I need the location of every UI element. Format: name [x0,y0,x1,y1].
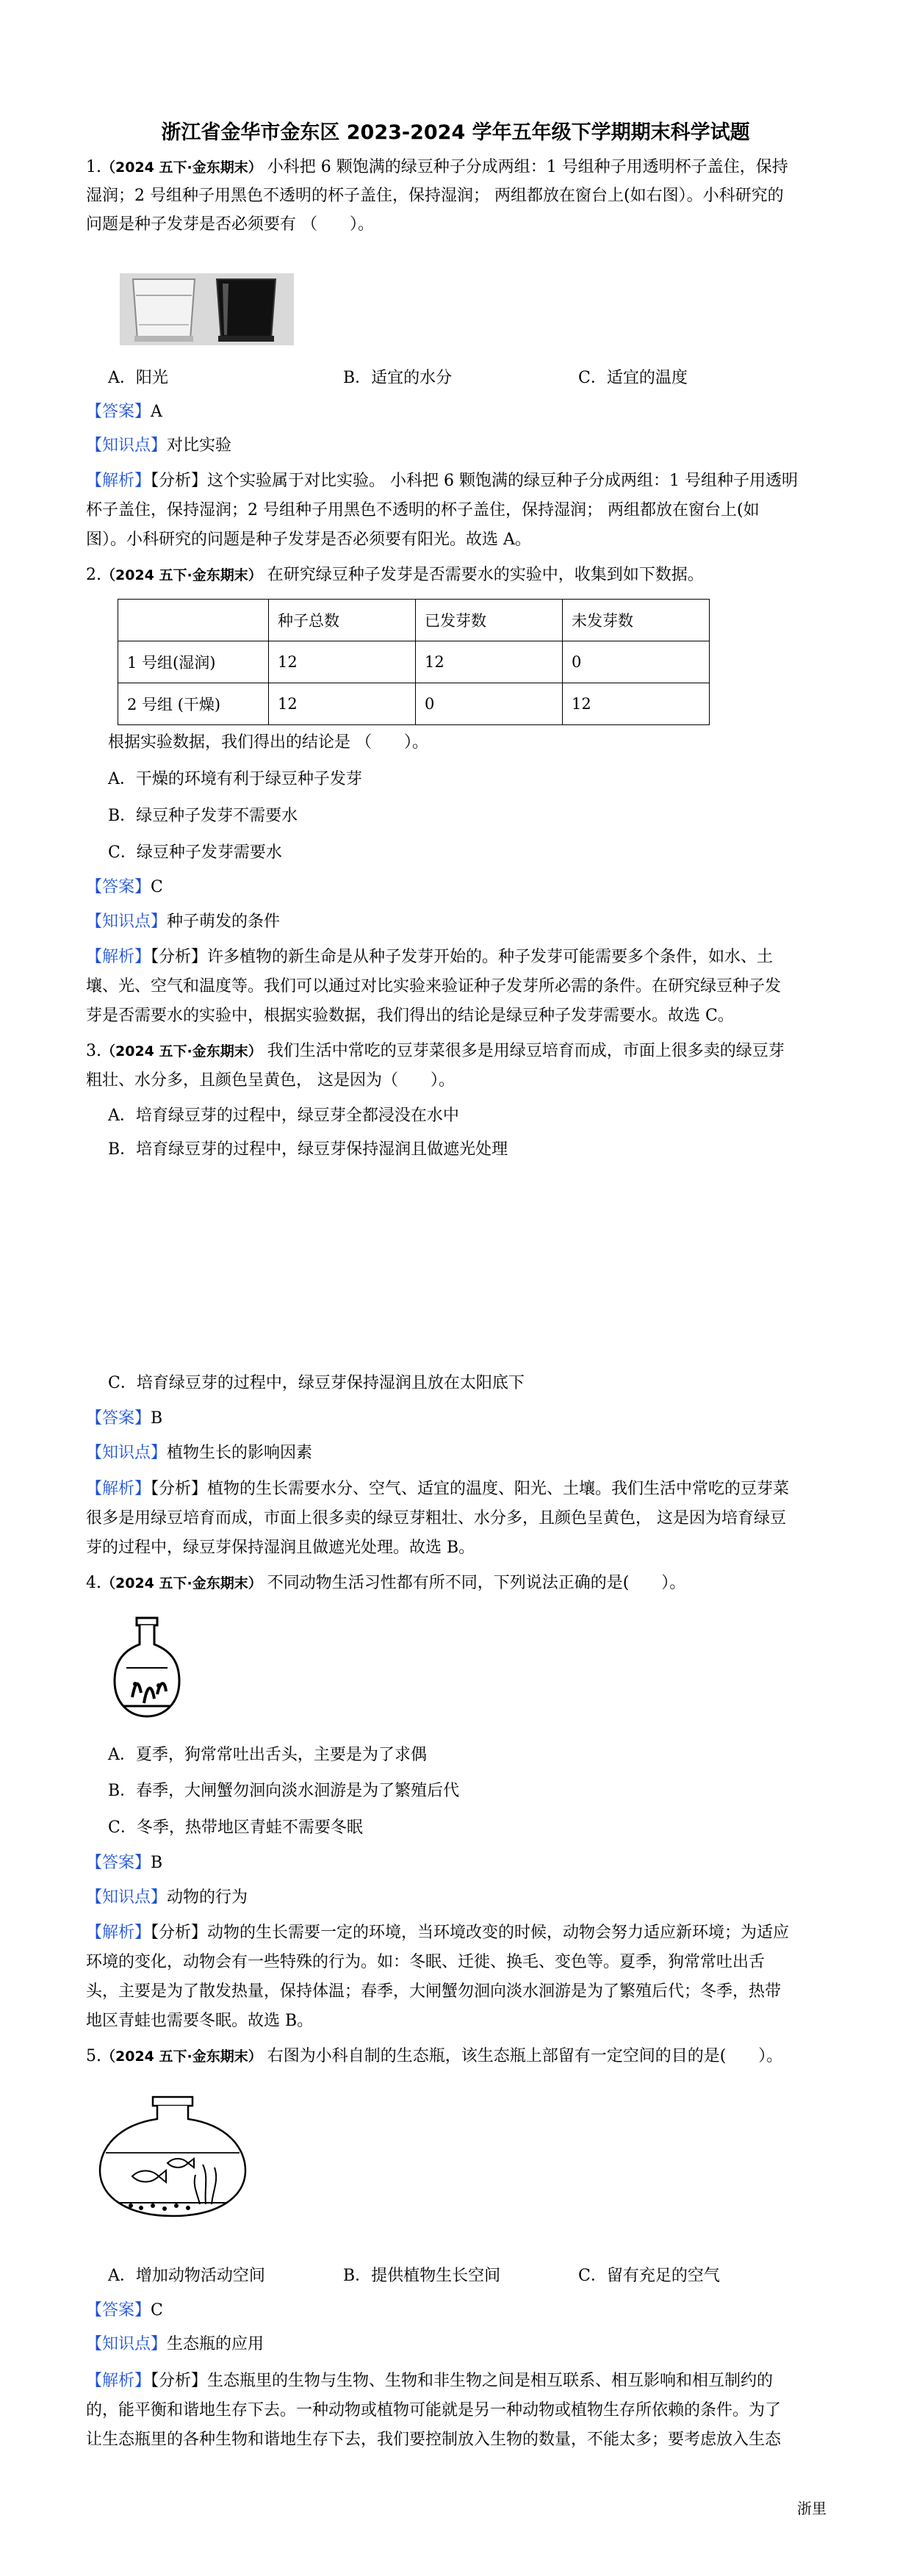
q4-analysis-line2: 环境的变化，动物会有一些特殊的行为。如：冬眠、迁徙、换毛、变色等。夏季，狗常常吐出舌 [86,1953,766,1971]
q3-analysis-line3: 芽的过程中，绿豆芽保持湿润且做遮光处理。故选 B。 [86,1539,475,1557]
q2-knowledge: 【知识点】种子萌发的条件 [86,913,281,931]
q3-stem-line2: 粗壮、水分多，且颜色呈黄色， 这是因为（ ）。 [86,1071,455,1090]
q1-knowledge: 【知识点】对比实验 [86,436,232,455]
question-number: 3. [86,1042,101,1060]
q3-knowledge: 【知识点】植物生长的影响因素 [86,1444,313,1462]
q4-analysis-line4: 地区青蛙也需要冬眠。故选 B。 [86,2012,314,2030]
q4-knowledge: 【知识点】动物的行为 [86,1888,248,1907]
question-source: （2024 五下·金东期末） [101,1575,262,1591]
option-a[interactable]: A．增加动物活动空间 [108,2267,265,2285]
q1-analysis-line1: 【解析】【分析】这个实验属于对比实验。 小科把 6 颗饱满的绿豆种子分成两组：1 号组种子用透明 [86,472,798,490]
q1-analysis-line3: 图）。小科研究的问题是种子发芽是否必须要有阳光。故选 A。 [86,530,531,549]
ecobottle-figure [96,2094,250,2219]
question-number: 4. [86,1574,101,1592]
option-a[interactable]: A．夏季，狗常常吐出舌头，主要是为了求偶 [108,1746,427,1764]
q3-stem-line1: 3.（2024 五下·金东期末） 我们生活中常吃的豆芽菜很多是用绿豆培育而成，市面上很多卖的绿豆芽 [86,1042,785,1060]
q5-knowledge: 【知识点】生态瓶的应用 [86,2335,264,2353]
q5-analysis-line1: 【解析】【分析】生态瓶里的生物与生物、生物和非生物之间是相互联系、相互影响和相互制约的 [86,2372,774,2390]
cups-figure [120,273,294,345]
q5-analysis-line3: 让生态瓶里的各种生物和谐地生存下去，我们要控制放入生物的数量，不能太多；要考虑放入生态 [86,2431,782,2449]
q1-options [108,367,828,389]
table-row: 2 号组 (干燥) 12 0 12 [118,683,710,725]
q2-stem-line2: 根据实验数据，我们得出的结论是 （ ）。 [108,733,428,752]
q5-stem-line1: 5.（2024 五下·金东期末） 右图为小科自制的生态瓶，该生态瓶上部留有一定空间的目的是( ）。 [86,2047,783,2065]
q4-analysis-line1: 【解析】【分析】动物的生长需要一定的环境，当环境改变的时候，动物会努力适应新环境；为适应 [86,1924,790,1942]
option-c[interactable]: C．适宜的温度 [578,369,688,387]
q1-stem-line3: 问题是种子发芽是否必须要有 （ ）。 [86,215,374,234]
q2-analysis-line2: 壤、光、空气和温度等。我们可以通过对比实验来验证种子发芽所必需的条件。在研究绿豆种子发 [86,977,782,996]
option-c[interactable]: C．留有充足的空气 [578,2267,720,2285]
option-b[interactable]: B．绿豆种子发芽不需要水 [108,807,298,825]
q5-options [108,2265,828,2287]
question-number: 1. [86,158,101,176]
q4-analysis-line3: 头，主要是为了散发热量，保持体温；春季，大闸蟹勿洄向淡水洄游是为了繁殖后代；冬季，热带 [86,1982,782,2001]
page-footer: 浙里 [797,2500,827,2517]
question-source: （2024 五下·金东期末） [101,567,262,583]
option-b[interactable]: B．提供植物生长空间 [343,2267,501,2285]
option-a[interactable]: A．培育绿豆芽的过程中，绿豆芽全都浸没在水中 [108,1107,459,1125]
option-c[interactable]: C．绿豆种子发芽需要水 [108,843,282,862]
option-b[interactable]: B．培育绿豆芽的过程中，绿豆芽保持湿润且做遮光处理 [108,1140,508,1159]
page-title: 浙江省金华市金东区 2023-2024 学年五年级下学期期末科学试题 [161,121,750,144]
q3-answer: 【答案】B [86,1409,163,1428]
option-c[interactable]: C．培育绿豆芽的过程中，绿豆芽保持湿润且放在太阳底下 [108,1374,525,1392]
table-row: 1 号组(湿润) 12 12 0 [118,641,710,683]
question-source: （2024 五下·金东期末） [101,159,262,176]
option-b[interactable]: B．春季，大闸蟹勿洄向淡水洄游是为了繁殖后代 [108,1782,460,1800]
q5-analysis-line2: 的，能平衡和谐地生存下去。一种动物或植物可能就是另一种动物或植物生存所依赖的条件。为了 [86,2401,782,2420]
q5-answer: 【答案】C [86,2301,163,2320]
q3-analysis-line2: 很多是用绿豆培育而成，市面上很多卖的绿豆芽粗壮、水分多，且颜色呈黄色， 这是因为培育绿豆 [86,1509,786,1528]
option-a[interactable]: A．阳光 [108,369,168,387]
question-source: （2024 五下·金东期末） [101,1043,262,1059]
q2-answer: 【答案】C [86,878,163,896]
option-b[interactable]: B．适宜的水分 [343,369,453,387]
q1-stem-line2: 湿润；2 号组种子用黑色不透明的杯子盖住，保持湿润； 两组都放在窗台上(如右图）。小科研究的 [86,187,784,205]
q3-analysis-line1: 【解析】【分析】植物的生长需要水分、空气、适宜的温度、阳光、土壤。我们生活中常吃的豆芽菜 [86,1480,790,1498]
question-number: 2. [86,566,101,584]
option-c[interactable]: C．冬季，热带地区青蛙不需要冬眠 [108,1818,363,1837]
question-source: （2024 五下·金东期末） [101,2048,262,2065]
q1-answer: 【答案】A [86,403,162,421]
q2-analysis-line1: 【解析】【分析】许多植物的新生命是从种子发芽开始的。种子发芽可能需要多个条件，如水、土 [86,948,774,966]
table-header-row: 种子总数 已发芽数 未发芽数 [118,600,710,641]
q1-analysis-line2: 杯子盖住，保持湿润；2 号组种子用黑色不透明的杯子盖住，保持湿润； 两组都放在窗台上(如 [86,501,760,519]
q1-stem-line1: 1.（2024 五下·金东期末） 小科把 6 颗饱满的绿豆种子分成两组：1 号组种子用透明杯子盖住，保持 [86,158,788,176]
q2-data-table [118,599,710,725]
option-a[interactable]: A．干燥的环境有利于绿豆种子发芽 [108,770,362,788]
q2-analysis-line3: 芽是否需要水的实验中，根据实验数据，我们得出的结论是绿豆种子发芽需要水。故选 C。 [86,1007,734,1025]
bottle-figure [110,1616,184,1719]
question-number: 5. [86,2047,101,2065]
q2-stem-line1: 2.（2024 五下·金东期末） 在研究绿豆种子发芽是否需要水的实验中，收集到如下数据。 [86,566,704,584]
q4-stem-line1: 4.（2024 五下·金东期末） 不同动物生活习性都有所不同，下列说法正确的是( ）。 [86,1574,686,1592]
q4-answer: 【答案】B [86,1854,163,1872]
